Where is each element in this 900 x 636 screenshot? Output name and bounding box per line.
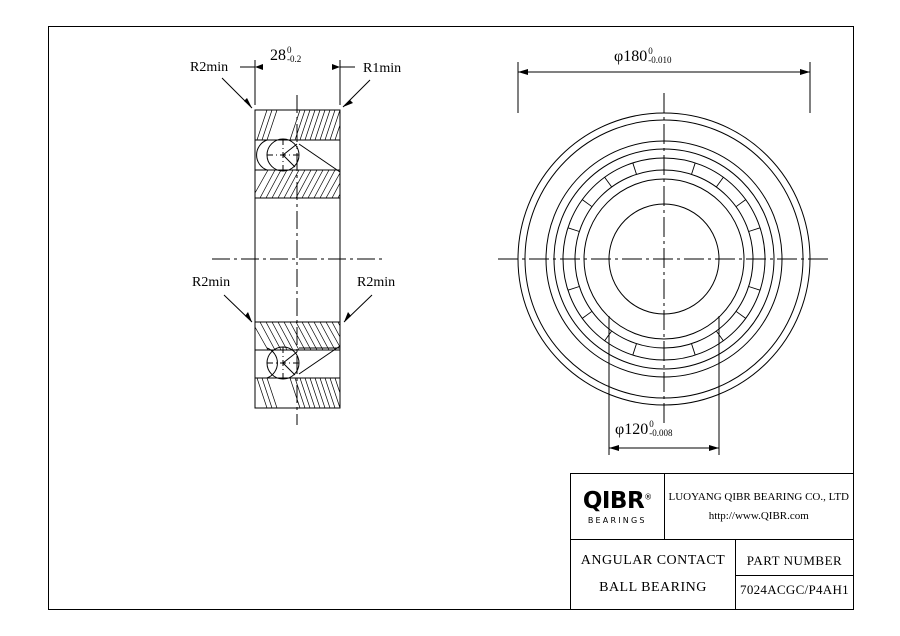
dimension-outer-diameter: [614, 48, 671, 67]
dimension-id-value: 120: [624, 421, 649, 439]
diameter-symbol-id: φ: [615, 421, 625, 439]
logo-brand-text: QIBR: [582, 488, 645, 514]
registered-trademark-icon: ®: [644, 492, 652, 502]
company-info: [665, 488, 854, 525]
dimension-od-tolerance: [648, 47, 671, 66]
part-number-block: [736, 540, 853, 610]
dimension-id-tol-lower: -0.008: [649, 428, 673, 439]
dimension-od-tol-lower: -0.010: [648, 55, 672, 66]
dimension-width-tolerance: [287, 46, 301, 65]
dimension-width-value: 28: [270, 47, 286, 65]
product-line-2: BALL BEARING: [599, 580, 707, 595]
label-r2min-bottom-right: R2min: [357, 275, 396, 290]
company-logo: [571, 474, 665, 539]
dimension-id-tolerance: [649, 420, 672, 439]
company-name: LUOYANG QIBR BEARING CO., LTD: [668, 490, 849, 503]
product-line-1: ANGULAR CONTACT: [580, 553, 726, 569]
logo-tagline: BEARINGS: [587, 516, 647, 525]
dimension-od-value: 180: [623, 48, 648, 66]
dimension-od-tol-upper: 0: [648, 46, 653, 56]
dimension-width-tol-upper: 0: [287, 45, 292, 55]
label-r2min-bottom-left: R2min: [192, 275, 231, 290]
dimension-width: [270, 47, 301, 66]
product-description: [571, 540, 736, 610]
dimension-width-tol-lower: -0.2: [287, 54, 302, 65]
label-r1min-top-right: R1min: [363, 61, 402, 76]
company-website: http://www.QIBR.com: [708, 509, 809, 522]
part-number-value: 7024ACGC/P4AH1: [740, 581, 849, 597]
dimension-inner-diameter: [615, 421, 672, 440]
logo-wordmark: [583, 490, 652, 513]
part-number-divider: [736, 575, 853, 576]
diameter-symbol-od: φ: [614, 48, 624, 66]
part-number-label: PART NUMBER: [746, 552, 843, 568]
title-block: [570, 473, 854, 610]
title-block-header: [571, 474, 853, 540]
dimension-id-tol-upper: 0: [649, 419, 654, 429]
title-block-body: [571, 540, 853, 610]
label-r2min-top-left: R2min: [190, 60, 229, 75]
